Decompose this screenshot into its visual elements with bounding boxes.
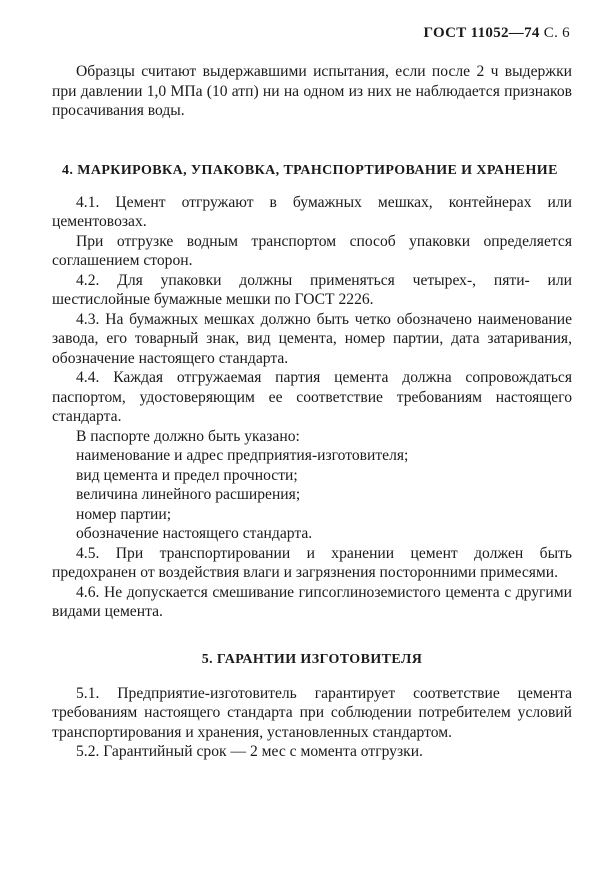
passport-item: наименование и адрес предприятия-изготовителя; xyxy=(76,447,409,464)
passport-item: вид цемента и предел прочности; xyxy=(76,466,298,484)
paragraph-4-1: 4.1. Цемент отгружают в бумажных мешках, контейнерах или цементовозах. xyxy=(52,193,572,230)
page-header xyxy=(424,25,570,42)
standard-number: ГОСТ 11052—74 xyxy=(423,25,540,41)
passport-item: обозначение настоящего стандарта. xyxy=(76,525,313,542)
paragraph-5-1: 5.1. Предприятие-изготовитель гарантирует соответствие цемента требованиям настоящего стандарта при соблюдении потребителем условий транспортирования и хранения, установленных стандартом. xyxy=(52,684,572,741)
paragraph-4-6: 4.6. Не допускается смешивание гипсоглиноземистого цемента с другими видами цемента. xyxy=(52,583,572,620)
paragraph-4-2: 4.2. Для упаковки должны применяться четырех-, пяти- или шестислойные бумажные мешки по ГОСТ 2226. xyxy=(52,271,572,308)
paragraph-4-5: 4.5. При транспортировании и хранении цемент должен быть предохранен от воздействия влаги и загрязнения посторонними примесями. xyxy=(52,544,572,581)
section-5-title: 5. ГАРАНТИИ ИЗГОТОВИТЕЛЯ xyxy=(201,651,423,667)
passport-intro: В паспорте должно быть указано: xyxy=(76,427,300,445)
page-number: С. 6 xyxy=(543,25,570,41)
passport-item: величина линейного расширения; xyxy=(76,486,301,503)
paragraph-4-3: 4.3. На бумажных мешках должно быть четко обозначено наименование завода, его товарный знак, вид цемента, номер партии, дата затаривания, обозначение настоящего стандарта. xyxy=(52,310,572,367)
paragraph-4-1-shipping: При отгрузке водным транспортом способ упаковки определяется соглашением сторон. xyxy=(52,232,572,269)
document-body xyxy=(52,62,572,762)
passport-item: номер партии; xyxy=(76,505,172,523)
paragraph-4-4: 4.4. Каждая отгружаемая партия цемента должна сопровождаться паспортом, удостоверяющим ее соответствие требованиям настоящего стандарта. xyxy=(52,369,572,425)
section-4-title: 4. МАРКИРОВКА, УПАКОВКА, ТРАНСПОРТИРОВАНИЕ И ХРАНЕНИЕ xyxy=(62,162,558,178)
intro-paragraph: Образцы считают выдержавшими испытания, если после 2 ч выдержки при давлении 1,0 МПа (10 атп) ни на одном из них не наблюдается признаков просачивания воды. xyxy=(52,63,572,119)
paragraph-5-2: 5.2. Гарантийный срок — 2 мес с момента отгрузки. xyxy=(76,743,423,760)
